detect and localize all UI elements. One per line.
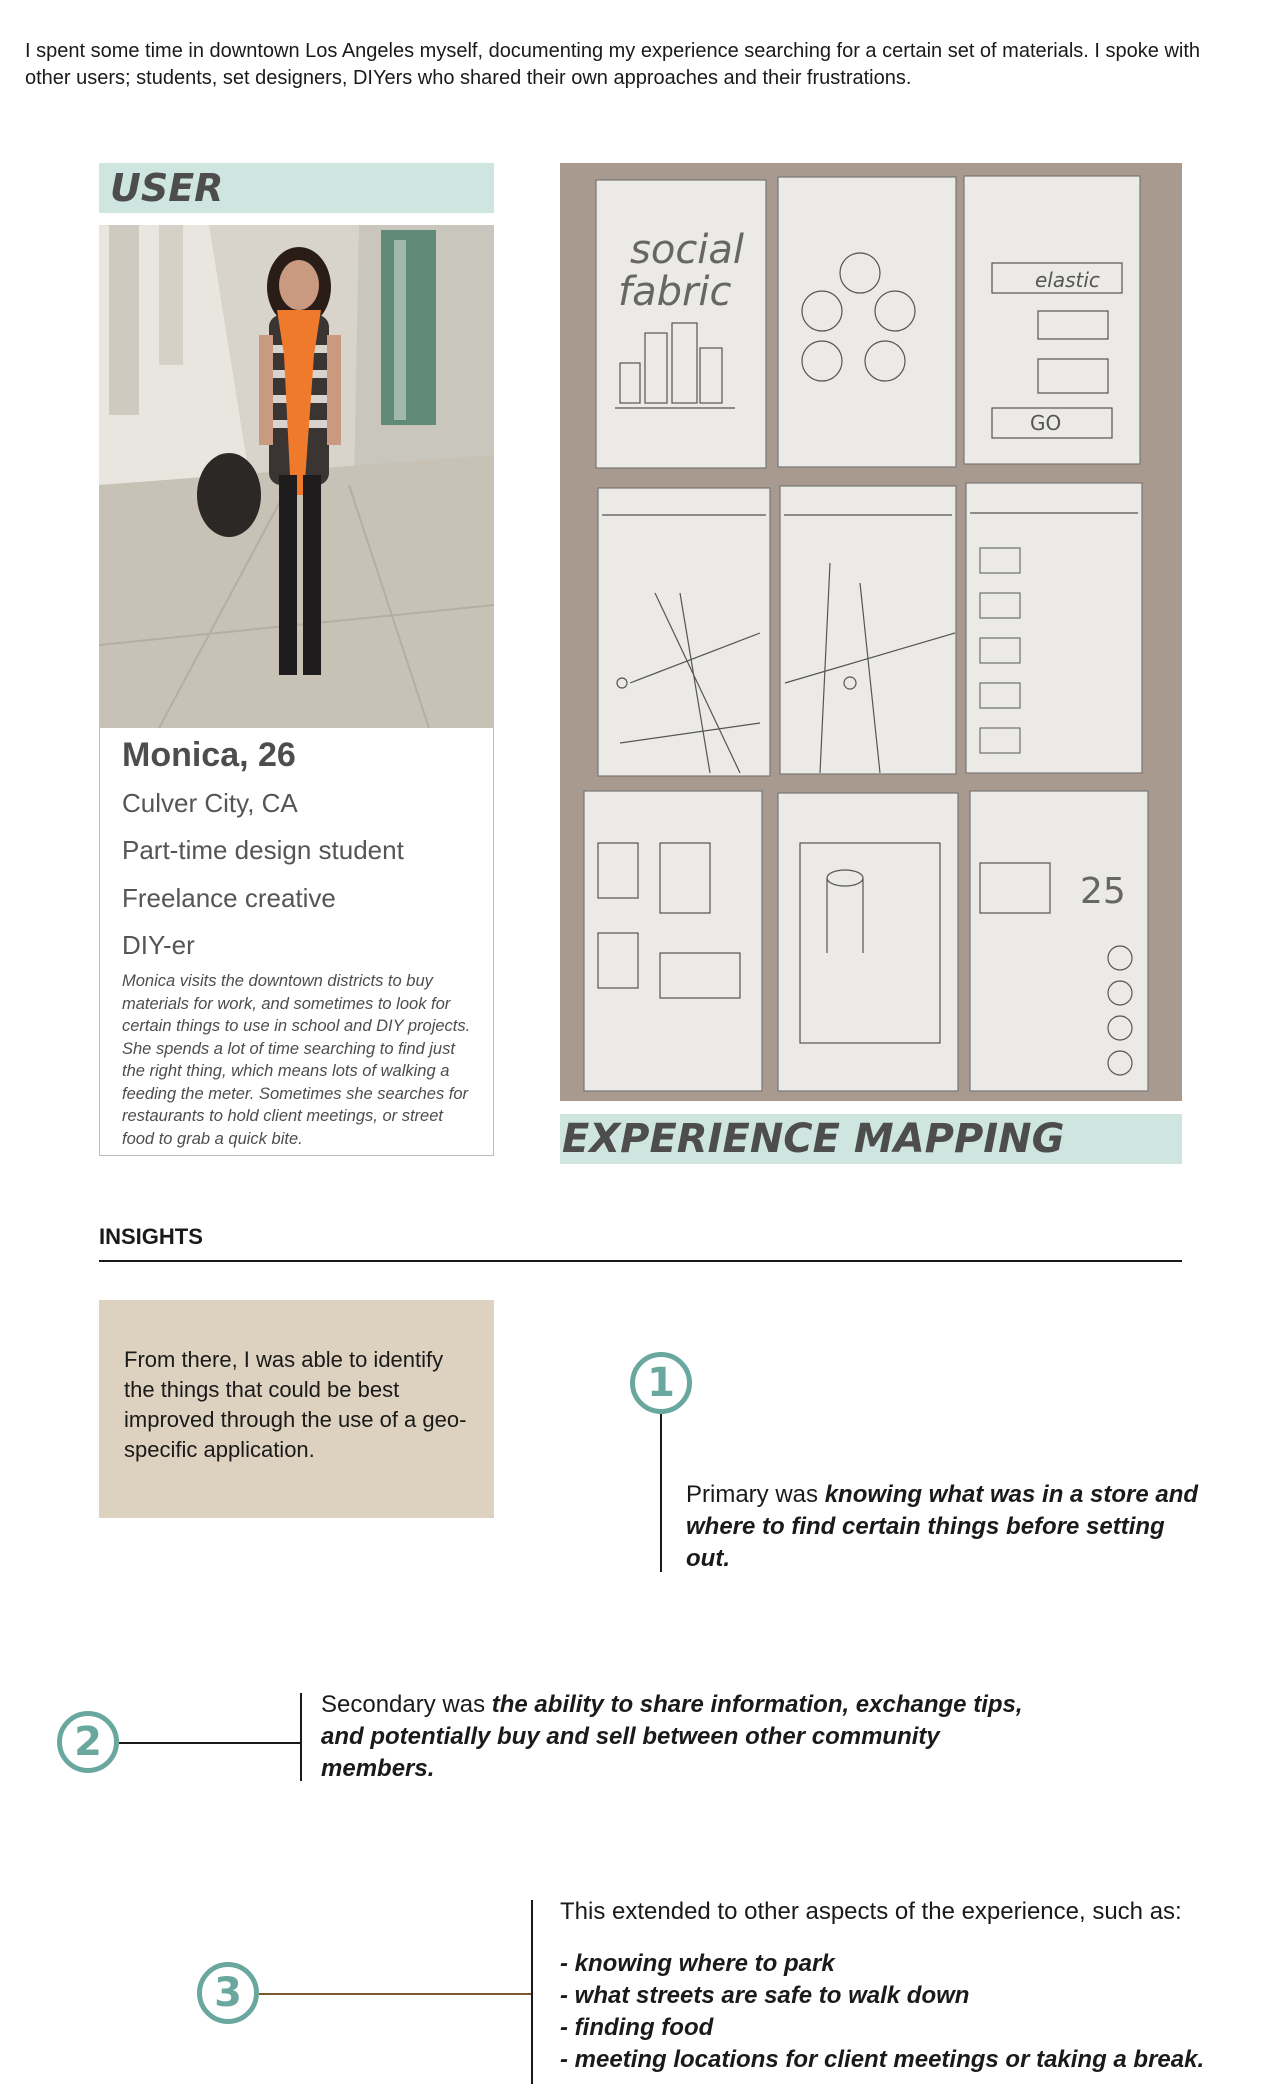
insight-3-text (560, 1896, 1260, 2076)
insight-2-connector (119, 1742, 301, 1744)
experience-mapping-sketches (560, 163, 1182, 1101)
experience-heading: EXPERIENCE MAPPING (562, 1116, 1065, 1162)
user-name: Monica, 26 (122, 736, 296, 774)
insights-summary-text: From there, I was able to identify the things that could be best improved through the use of a geo-specific application. (124, 1347, 467, 1462)
sketch-count: 25 (1080, 871, 1126, 912)
insights-heading: INSIGHTS (99, 1224, 203, 1249)
insight-2-text (321, 1689, 1041, 1785)
user-heading: USER (110, 166, 224, 210)
user-role: Freelance creative (122, 883, 336, 913)
user-photo (99, 225, 494, 728)
insight-2-divider (300, 1693, 302, 1781)
experience-section-header (560, 1114, 1182, 1164)
insight-3-connector (259, 1993, 532, 1995)
sketch-search-value: elastic (1035, 268, 1100, 292)
list-item: - finding food (560, 2014, 714, 2041)
insights-summary-box (99, 1300, 494, 1518)
insight-1-emphasis: knowing what was in a store and where to find certain things before setting out. (686, 1481, 1199, 1572)
user-profile-card (99, 728, 494, 1156)
intro-paragraph: I spent some time in downtown Los Angeles myself, documenting my experience searching for a certain set of materials. I spoke with other users; students, set designers, DIYers who shared their own approaches and their frustrations. (25, 40, 1201, 89)
insight-1-lead: Primary was (686, 1481, 825, 1508)
user-bio: Monica visits the downtown districts to buy materials for work, and sometimes to look for certain things to use in school and DIY projects. She spends a lot of time searching to find just the right thing, which means lots of walking a feeding the meter. Sometimes she searches for restaurants to hold client meetings, or street food to grab a quick bite. (122, 972, 471, 1148)
insight-1-number: 1 (630, 1352, 692, 1414)
insights-divider (99, 1260, 1182, 1262)
insight-2-lead: Secondary was (321, 1691, 492, 1718)
user-location: Culver City, CA (122, 788, 298, 818)
list-item: - what streets are safe to walk down (560, 1982, 970, 2009)
insight-3-list (560, 1948, 1260, 2076)
list-item: - meeting locations for client meetings or taking a break. (560, 2046, 1205, 2073)
insight-3-number: 3 (197, 1962, 259, 2024)
user-section-header (99, 163, 494, 213)
sketch-logo-top: social (630, 227, 745, 273)
insight-3-lead: This extended to other aspects of the experience, such as: (560, 1898, 1182, 1925)
sketch-go-label: GO (1030, 411, 1062, 435)
insight-2-number: 2 (57, 1711, 119, 1773)
user-occupation: Part-time design student (122, 835, 404, 865)
insight-3-divider (531, 1900, 533, 2084)
sketch-logo-bottom: fabric (618, 269, 732, 315)
insight-1-text (686, 1479, 1206, 1575)
list-item: - knowing where to park (560, 1950, 835, 1977)
insight-1-connector (660, 1414, 662, 1572)
user-hobby: DIY-er (122, 930, 195, 960)
insight-2-emphasis: the ability to share information, exchange tips, and potentially buy and sell between other community members. (321, 1691, 1023, 1782)
